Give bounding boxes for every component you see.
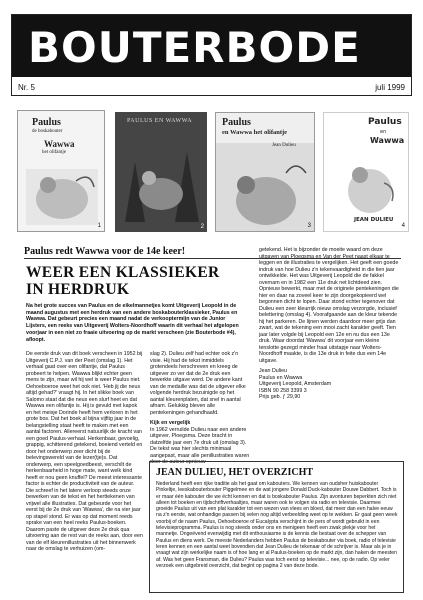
book-price: Prijs geb. ƒ 29,90 xyxy=(259,394,301,400)
overview-box-title: JEAN DULIEU, HET OVERZICHT xyxy=(156,467,314,478)
column-3-text: getekend. Het is bijzonder de moeite waard om deze uitgaven van Ploegsma en Van der Peet naast elkaar te leggen en de illustraties te vergelijken. Het geeft een goede indruk van hoe Dulieu z'n tekenvaardigheid in die tien jaar ontwikkelde. Het was Uitgeverij Leopold die de fakkel overnam en in 1982 een 11e druk net lichtdeed zien. Opnieuw bewerkt, maar met de originele pentekeningen die hier en daar na zoveel keer te zijn doorgekopieerd wel begonnen dicht te lopen. Daar stond echter tegenover dat Dulieu een zeer kleurrijk nieuw omslag verzorgde, inclusief belettering (omslag 4). Voorafgaande aan de kleur tekende hij het parkeren. De lijnen werden daardoor meer grijs dan zwart, wat de tekening een mooi zacht karakter geeft. Tien jaar later volgde bij Leopold een 12e en nu dus een 13e druk. Waar doordat 'Wawwa' dit voorjaar een kleine tenslotte gezegd minder fraai uitstapje naar Wolters-Noordhoff maakte, is die 13e druk in feite dus een 14e uitgave. xyxy=(259,247,399,364)
book-title: Paulus en Wawwa xyxy=(259,374,303,381)
book-cover-4 xyxy=(323,112,409,232)
overview-box xyxy=(149,461,404,593)
newsletter-title: BOUTERBODE xyxy=(28,23,361,72)
cover-1-title-4: het olifantje xyxy=(42,150,67,155)
book-cover-1 xyxy=(17,110,105,232)
cover-3-number: 3 xyxy=(307,223,311,229)
cover-2-title: PAULUS EN WAWWA xyxy=(127,118,193,124)
article-lead: Na het grote succes van Paulus en de eikelmannetjes komt Uitgeverij Leopold in de maand augustus met een herdruk van een andere boskabouterklassieker, Paulus en Wawwa. Dat gebeurt precies een maand nadat de verkooptermijn van de Junior Lijsters, een reeks van Uitgeverij Wolters-Noordhoff waarin dit verhaal het afgelopen voorjaar in een niet zo fraaie uitvoering op de markt verscheen (zie Bouterbode #4), afloopt. xyxy=(26,303,239,343)
cover-1-number: 1 xyxy=(97,223,101,229)
book-isbn: ISBN 90 258 3399 3 xyxy=(259,387,307,394)
cover-3-title-2: en Wawwa het olifantje xyxy=(222,129,288,136)
cover-4-title-1: Paulus xyxy=(368,117,402,127)
cover-4-title-2: en xyxy=(380,129,387,135)
cover-3-author: Jean Dulieu xyxy=(272,143,296,148)
issue-date: juli 1999 xyxy=(375,83,405,92)
masthead-band xyxy=(12,15,411,77)
subheading-compare: Kijk en vergelijk xyxy=(150,420,191,426)
cover-4-illustration xyxy=(324,113,409,232)
column-2-body: In 1962 verruilde Dulieu naar een andere uitgever, Ploegsma. Deze bracht in datzelfde jaar een 7e druk uit (omslag 3). De tekst was hier slechts minimaal aangepast, maar alle penillustraties waren door de auteur opnieuw xyxy=(150,426,250,465)
cover-1-title-1: Paulus xyxy=(32,117,61,128)
book-cover-2 xyxy=(115,112,207,232)
cover-2-number: 2 xyxy=(200,224,204,230)
column-1-text: De eerste druk van dit boek verscheen in 1952 bij Uitgeverij C.P.J. van der Peet (omslag 1). Het verhaal gaat over een olifantje, dat Paulus probeert te helpen. Wawwa blijkt echter geen mens te zijn, maar wil hij wel is weer Paulus niet. Oehoeboeroe weet het ook niet. 'Heb jij die neus altijd gehad?' vraagt hij. In het slikke boek van Salomo staat dat die neus een slurf heet en dat Wawwa een olifantje is. Hij is gevuld met kapok en het meisje Dorinde heeft hem verloren in het grote bos. Dat het boek al bijna vijftig jaar in de belangstelling staat heeft te maken met een aantal factoren. Allereerst natuurlijk de kracht van een goed Paulus-verhaal. Herkenbaar, gevoelig, grappig, schitterend getekend, boeiend verteld en door het onderwerp zeer dicht bij de belevingswereld van de lezer(tje)s. Dat onderwerp, een speelgoedbeest, verschilt de herkenbaarheid in hoge mate, want welk kind heeft er nou geen knuffel? De meest interessante factor is echter de productiviteit van de auteur. Die schreef in het latere verloop steeds onze bewerken van de tekst en het herttekenen van vrijwel alle illustraties. Dat gebeurde voor het eerst bij de 2e druk van 'Wawwa', die na vier jaar op stapel stond. Er was op dat moment reeds sprake van een heel reeks Paulus-boeken. Daarom paste de uitgever deze 2e druk qua uitvoering aan de rest van de reeks aan, door een van de elf kleurenillustraties uit het binnenwerk naar de omslag te verhuizen (om- xyxy=(26,351,143,552)
cover-1-title-2: de boskabouter xyxy=(32,129,63,134)
overview-box-text: Nederland heeft een rijke traditie als het gaat om kabouters. We kennen van oudsher huiskabouter Pinkeltje, leeskabouterbouter Piggelmee en de wat jongere Donald Duck-kabouter Douwe Dabbert. Toch is er maar één kabouter die we écht kennen en dat is boskabouter Paulus. Zijn avonturen beperkten zich niet alleen tot boeken en tijdschriftverhaaltjes, maar waren ook te volgen via radio en televisie. Daarmee groeide Paulus uit van een plat karakter tot een wezen van vlees en bloed, dat meer dan een halve eeuw na z'n eerste, wat onhandige passen bij velen nog altijd verbeelding weet op te wekken. Er gaat geen week voorbij of de naam Paulus, Oehoeboeroe of Eucalypta verschijnt in de pers of wordt gebruikt in een televisieprogramma. Paulus is nog steeds onder ons en menigeen heeft een zwak plekje voor het mannetje. Ongeëvend evenwijdig met dit enthousiasme is de kennis die bestaat over de schepper van Paulus en diens werk. De meeste Nederlanders hebben Paulus de boskabouter via boek, radio of televisie leren kennen en een aantal weet bovendien dat Jean Dulieu de tekenaar of de schrijver is. Maar als je in vraagt wat zijn werkelijke naam is of hoe lang er al Paulus-boeken op de markt zijn, dan haken de meesten af. Was het geen Fransman, die Dulieu? Paulus was toch eerst op televisie... nee, op de radio. Op veler verzoek een uitgebreid overzicht, dat begint op pagina 2 van deze bode. xyxy=(156,481,398,569)
book-covers-row xyxy=(11,110,412,238)
cover-3-title-1: Paulus xyxy=(222,117,251,128)
cover-2-illustration xyxy=(115,112,207,232)
cover-1-title-3: Wawwa xyxy=(44,139,75,149)
covers-caption: Paulus redt Wawwa voor de 14e keer! xyxy=(24,246,186,257)
book-details xyxy=(259,368,400,401)
cover-4-author: JEAN DULIEU xyxy=(354,217,394,223)
article-column-1 xyxy=(26,351,143,553)
masthead xyxy=(11,14,412,96)
article-headline: WEER EEN KLASSIEKER IN HERDRUK xyxy=(26,264,220,298)
article-column-3 xyxy=(259,247,400,401)
book-cover-3 xyxy=(215,112,315,232)
book-author: Jean Dulieu xyxy=(259,368,287,374)
article-column-2 xyxy=(150,351,250,466)
column-2-text: slag 2). Dulieu zelf had echter ook z'n visie. Hij had de tekst inmiddels grotendeels herschreven en kreeg de uitgever zo ver dat de 2e druk een bewerkte uitgave werd. De andere kant van de medaille was dat de uitgever elke volgende herdruk bezuinigde op het aantal kleurenplaten, dat snel in aantal afnam. Gelukkig bleven alle pentekeningen gehandhaafd. xyxy=(150,351,246,416)
cover-4-number: 4 xyxy=(401,223,405,229)
issue-number: Nr. 5 xyxy=(18,83,35,92)
book-publisher: Uitgeverij Leopold, Amsterdam xyxy=(259,381,332,387)
cover-4-title-3: Wawwa xyxy=(370,136,405,145)
